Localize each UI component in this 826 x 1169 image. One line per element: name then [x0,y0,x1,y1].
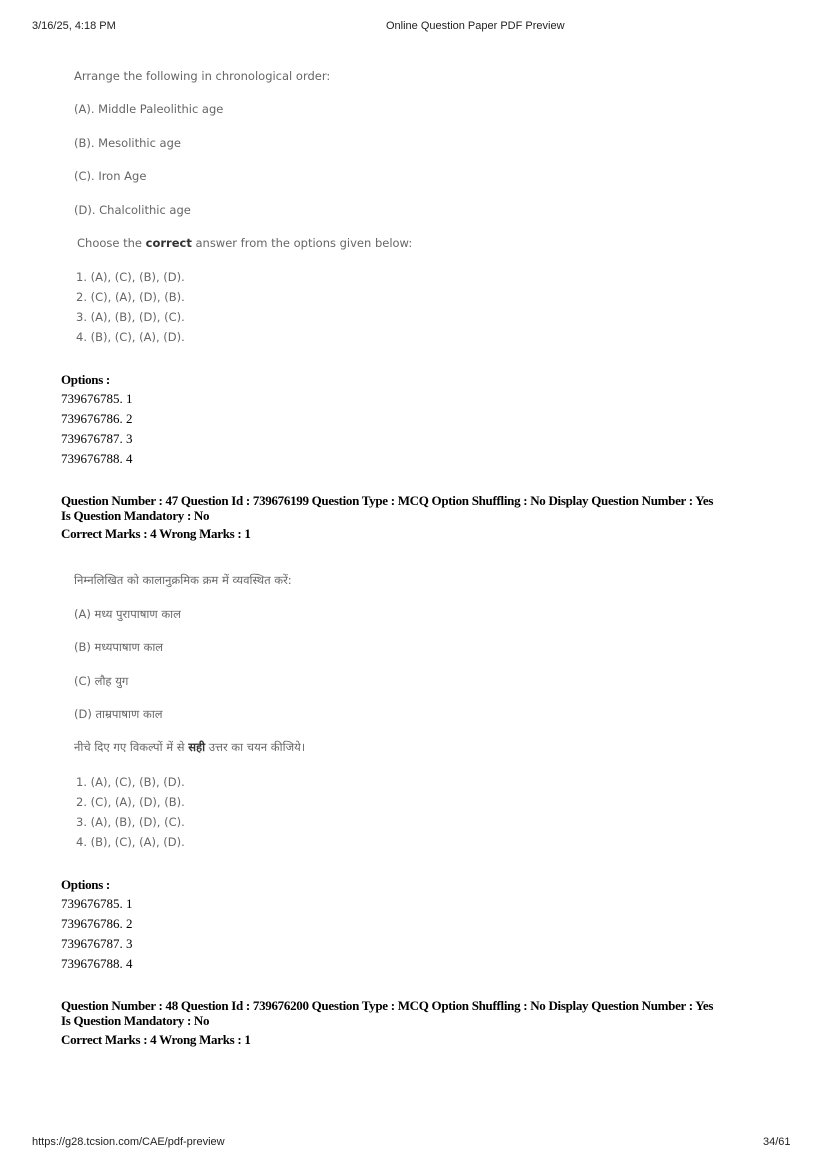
item: (B). Mesolithic age [74,136,181,150]
choice: 3. (A), (B), (D), (C). [76,310,185,324]
item: (B) मध्यपाषाण काल [74,640,164,654]
option-item: 739676788. 4 [61,956,133,971]
option-item: 739676785. 1 [61,391,133,406]
choice: 4. (B), (C), (A), (D). [76,835,185,849]
option-item: 739676787. 3 [61,936,133,951]
choose-instruction [77,236,412,250]
question-marks: Correct Marks : 4 Wrong Marks : 1 [61,526,251,541]
text: उत्तर का चयन कीजिये। [205,740,306,754]
print-title: Online Question Paper PDF Preview [386,20,565,32]
option-item: 739676785. 1 [61,896,133,911]
choice: 3. (A), (B), (D), (C). [76,815,185,829]
options-label: Options : [61,372,110,387]
question-prompt: Arrange the following in chronological order: [74,69,331,83]
text: नीचे दिए गए विकल्पों में से [74,740,189,754]
option-item: 739676786. 2 [61,411,133,426]
question-mandatory: Is Question Mandatory : No [61,1013,210,1028]
item: (A) मध्य पुरापाषाण काल [74,607,181,621]
item: (D). Chalcolithic age [74,203,191,217]
choice: 4. (B), (C), (A), (D). [76,330,185,344]
item: (D) ताम्रपाषाण काल [74,707,163,721]
question-meta: Question Number : 47 Question Id : 739676199 Question Type : MCQ Option Shuffling : No Display Question Number : Yes [61,493,714,508]
text: Choose the [77,236,146,250]
emphasis: सही [188,740,206,754]
question-marks: Correct Marks : 4 Wrong Marks : 1 [61,1032,251,1047]
question-prompt: निम्नलिखित को कालानुक्रमिक क्रम में व्यवस्थित करें: [74,573,292,587]
choice: 2. (C), (A), (D), (B). [76,290,185,304]
options-label: Options : [61,877,110,892]
choice: 2. (C), (A), (D), (B). [76,795,185,809]
item: (C) लौह युग [74,674,129,688]
item: (C). Iron Age [74,169,147,183]
option-item: 739676788. 4 [61,451,133,466]
choice: 1. (A), (C), (B), (D). [76,775,185,789]
emphasis: correct [145,236,192,250]
question-mandatory: Is Question Mandatory : No [61,508,210,523]
choose-instruction [74,740,305,755]
page-number: 34/61 [763,1136,791,1148]
option-item: 739676786. 2 [61,916,133,931]
text: answer from the options given below: [191,236,413,250]
question-meta: Question Number : 48 Question Id : 739676200 Question Type : MCQ Option Shuffling : No Display Question Number : Yes [61,998,714,1013]
print-datetime: 3/16/25, 4:18 PM [32,20,116,32]
footer-url: https://g28.tcsion.com/CAE/pdf-preview [32,1136,225,1148]
choice: 1. (A), (C), (B), (D). [76,270,185,284]
option-item: 739676787. 3 [61,431,133,446]
item: (A). Middle Paleolithic age [74,102,224,116]
